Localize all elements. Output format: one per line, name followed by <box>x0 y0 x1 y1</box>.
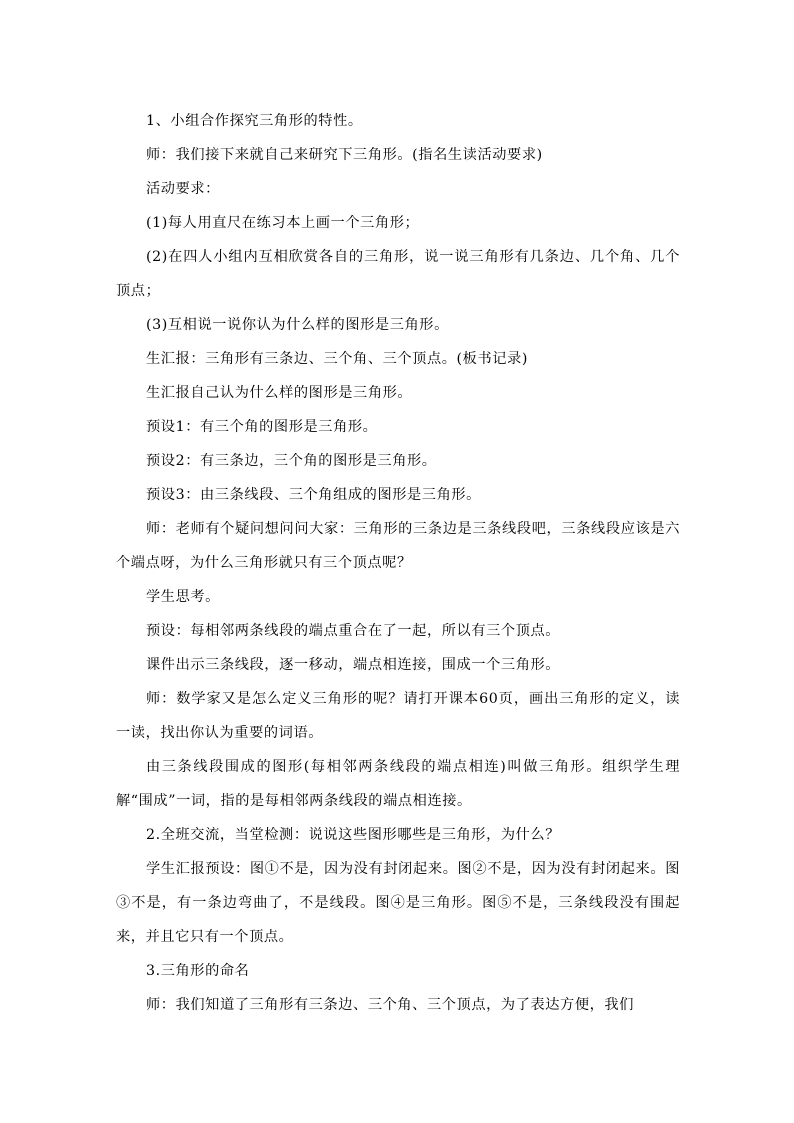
paragraph: 活动要求： <box>146 181 220 197</box>
paragraph: 课件出示三条线段，逐一移动，端点相连接，围成一个三角形。 <box>146 657 561 673</box>
paragraph: 生汇报：三角形有三条边、三个角、三个顶点。(板书记录) <box>146 351 528 367</box>
paragraph: 预设2：有三条边，三个角的图形是三角形。 <box>146 453 437 469</box>
paragraph: 预设1：有三个角的图形是三角形。 <box>146 419 378 435</box>
paragraph: 学生思考。 <box>146 589 220 605</box>
paragraph: 预设3：由三条线段、三个角组成的图形是三角形。 <box>146 487 481 503</box>
paragraph: 生汇报自己认为什么样的图形是三角形。 <box>146 385 413 401</box>
paragraph: 师：老师有个疑问想问问大家：三角形的三条边是三条线段吧，三条线段应该是六个端点呀，为什么三角形就只有三个顶点呢？ <box>116 521 680 571</box>
section-heading-3: 3.三角形的命名 <box>146 963 250 979</box>
list-item: (3)互相说一说你认为什么样的图形是三角形。 <box>146 317 449 333</box>
list-item: (2)在四人小组内互相欣赏各自的三角形，说一说三角形有几条边、几个角、几个顶点； <box>116 249 680 299</box>
paragraph: 师：我们接下来就自己来研究下三角形。(指名生读活动要求) <box>146 147 543 163</box>
paragraph: 师：数学家又是怎么定义三角形的呢？请打开课本60页，画出三角形的定义，读一读，找出你认为重要的词语。 <box>116 691 680 741</box>
section-heading-1: 1、小组合作探究三角形的特性。 <box>146 113 363 129</box>
paragraph: 由三条线段围成的图形(每相邻两条线段的端点相连)叫做三角形。组织学生理解“围成”一词，指的是每相邻两条线段的端点相连接。 <box>116 759 680 809</box>
paragraph: 师：我们知道了三角形有三条边、三个角、三个顶点，为了表达方便，我们 <box>146 997 634 1013</box>
list-item: (1)每人用直尺在练习本上画一个三角形； <box>146 215 420 231</box>
section-heading-2: 2.全班交流，当堂检测：说说这些图形哪些是三角形，为什么？ <box>146 827 561 843</box>
paragraph: 预设：每相邻两条线段的端点重合在了一起，所以有三个顶点。 <box>146 623 561 639</box>
paragraph: 学生汇报预设：图①不是，因为没有封闭起来。图②不是，因为没有封闭起来。图③不是，有一条边弯曲了，不是线段。图④是三角形。图⑤不是，三条线段没有围起来，并且它只有一个顶点。 <box>116 861 680 945</box>
document-body <box>116 104 680 1022</box>
